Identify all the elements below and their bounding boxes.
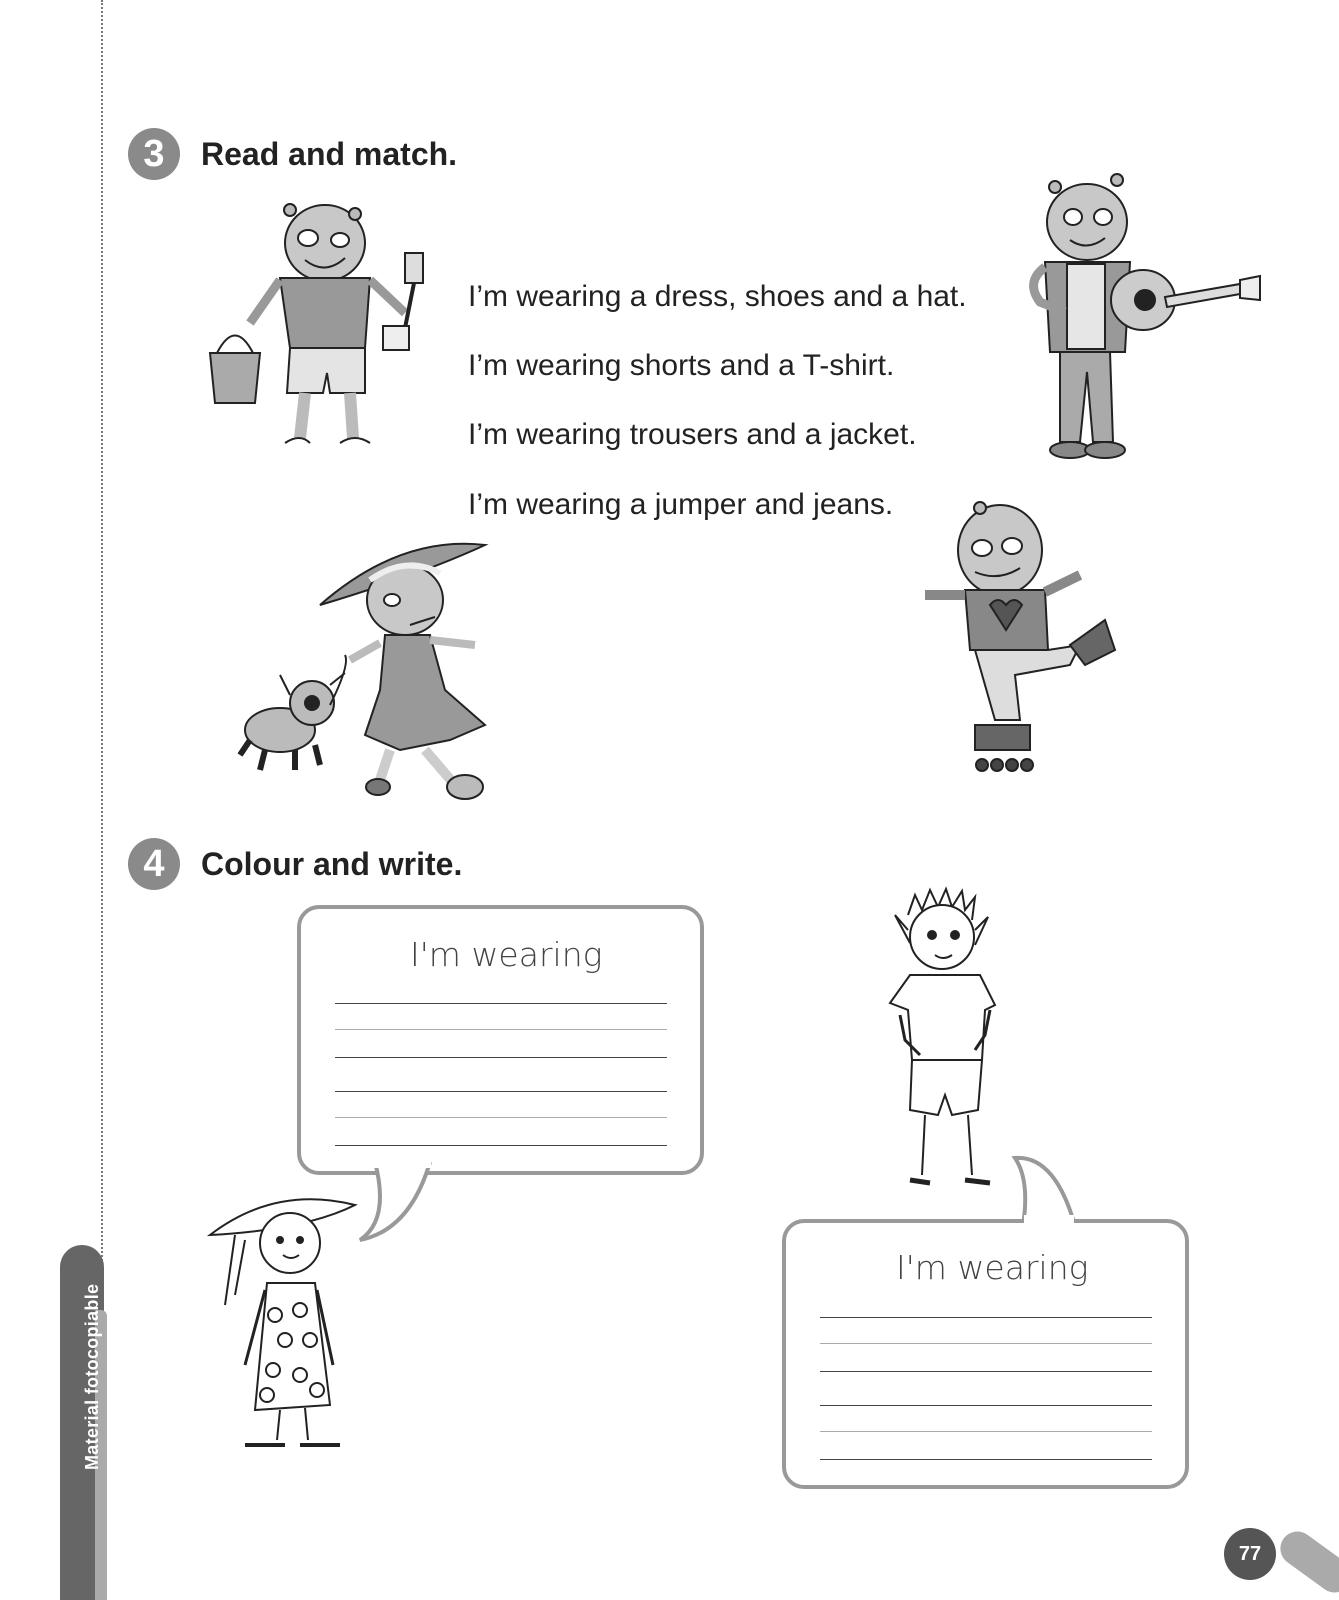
sentence-1: I’m wearing a dress, shoes and a hat. (468, 280, 967, 313)
writing-line (820, 1431, 1152, 1432)
alien-guitar-illustration (1025, 172, 1275, 472)
writing-line (820, 1371, 1152, 1372)
writing-line (335, 1117, 667, 1118)
boy-shorts-illustration (880, 885, 1010, 1210)
writing-line (335, 1057, 667, 1058)
alien-dress-dog-illustration (220, 525, 510, 815)
side-tab-label: Material fotocopiable (82, 1283, 102, 1470)
writing-line (335, 1029, 667, 1030)
page-number: 77 (1224, 1528, 1276, 1580)
writing-line (335, 1003, 667, 1004)
alien-beach-illustration (205, 198, 445, 460)
bubble-tail-join (1024, 1215, 1074, 1225)
sentence-4: I’m wearing a jumper and jeans. (468, 488, 894, 521)
sentence-2: I’m wearing shorts and a T-shirt. (468, 349, 895, 382)
writing-line (820, 1317, 1152, 1318)
alien-skates-illustration (920, 500, 1140, 800)
girl-sunhat-illustration (205, 1195, 365, 1465)
exercise-3-number: 3 (128, 128, 180, 180)
writing-line (820, 1459, 1152, 1460)
writing-line (820, 1405, 1152, 1406)
writing-line (335, 1091, 667, 1092)
sentence-3: I’m wearing trousers and a jacket. (468, 418, 917, 451)
bubble-left-prompt: I'm wearing (410, 935, 603, 974)
writing-line (820, 1343, 1152, 1344)
writing-line (335, 1145, 667, 1146)
bubble-right-prompt: I'm wearing (896, 1248, 1089, 1287)
page-number-tab (1274, 1525, 1339, 1600)
exercise-4-number: 4 (128, 838, 180, 890)
exercise-3-title: Read and match. (201, 136, 458, 172)
exercise-4-title: Colour and write. (201, 846, 463, 882)
speech-bubble-left-tail (355, 1160, 435, 1242)
